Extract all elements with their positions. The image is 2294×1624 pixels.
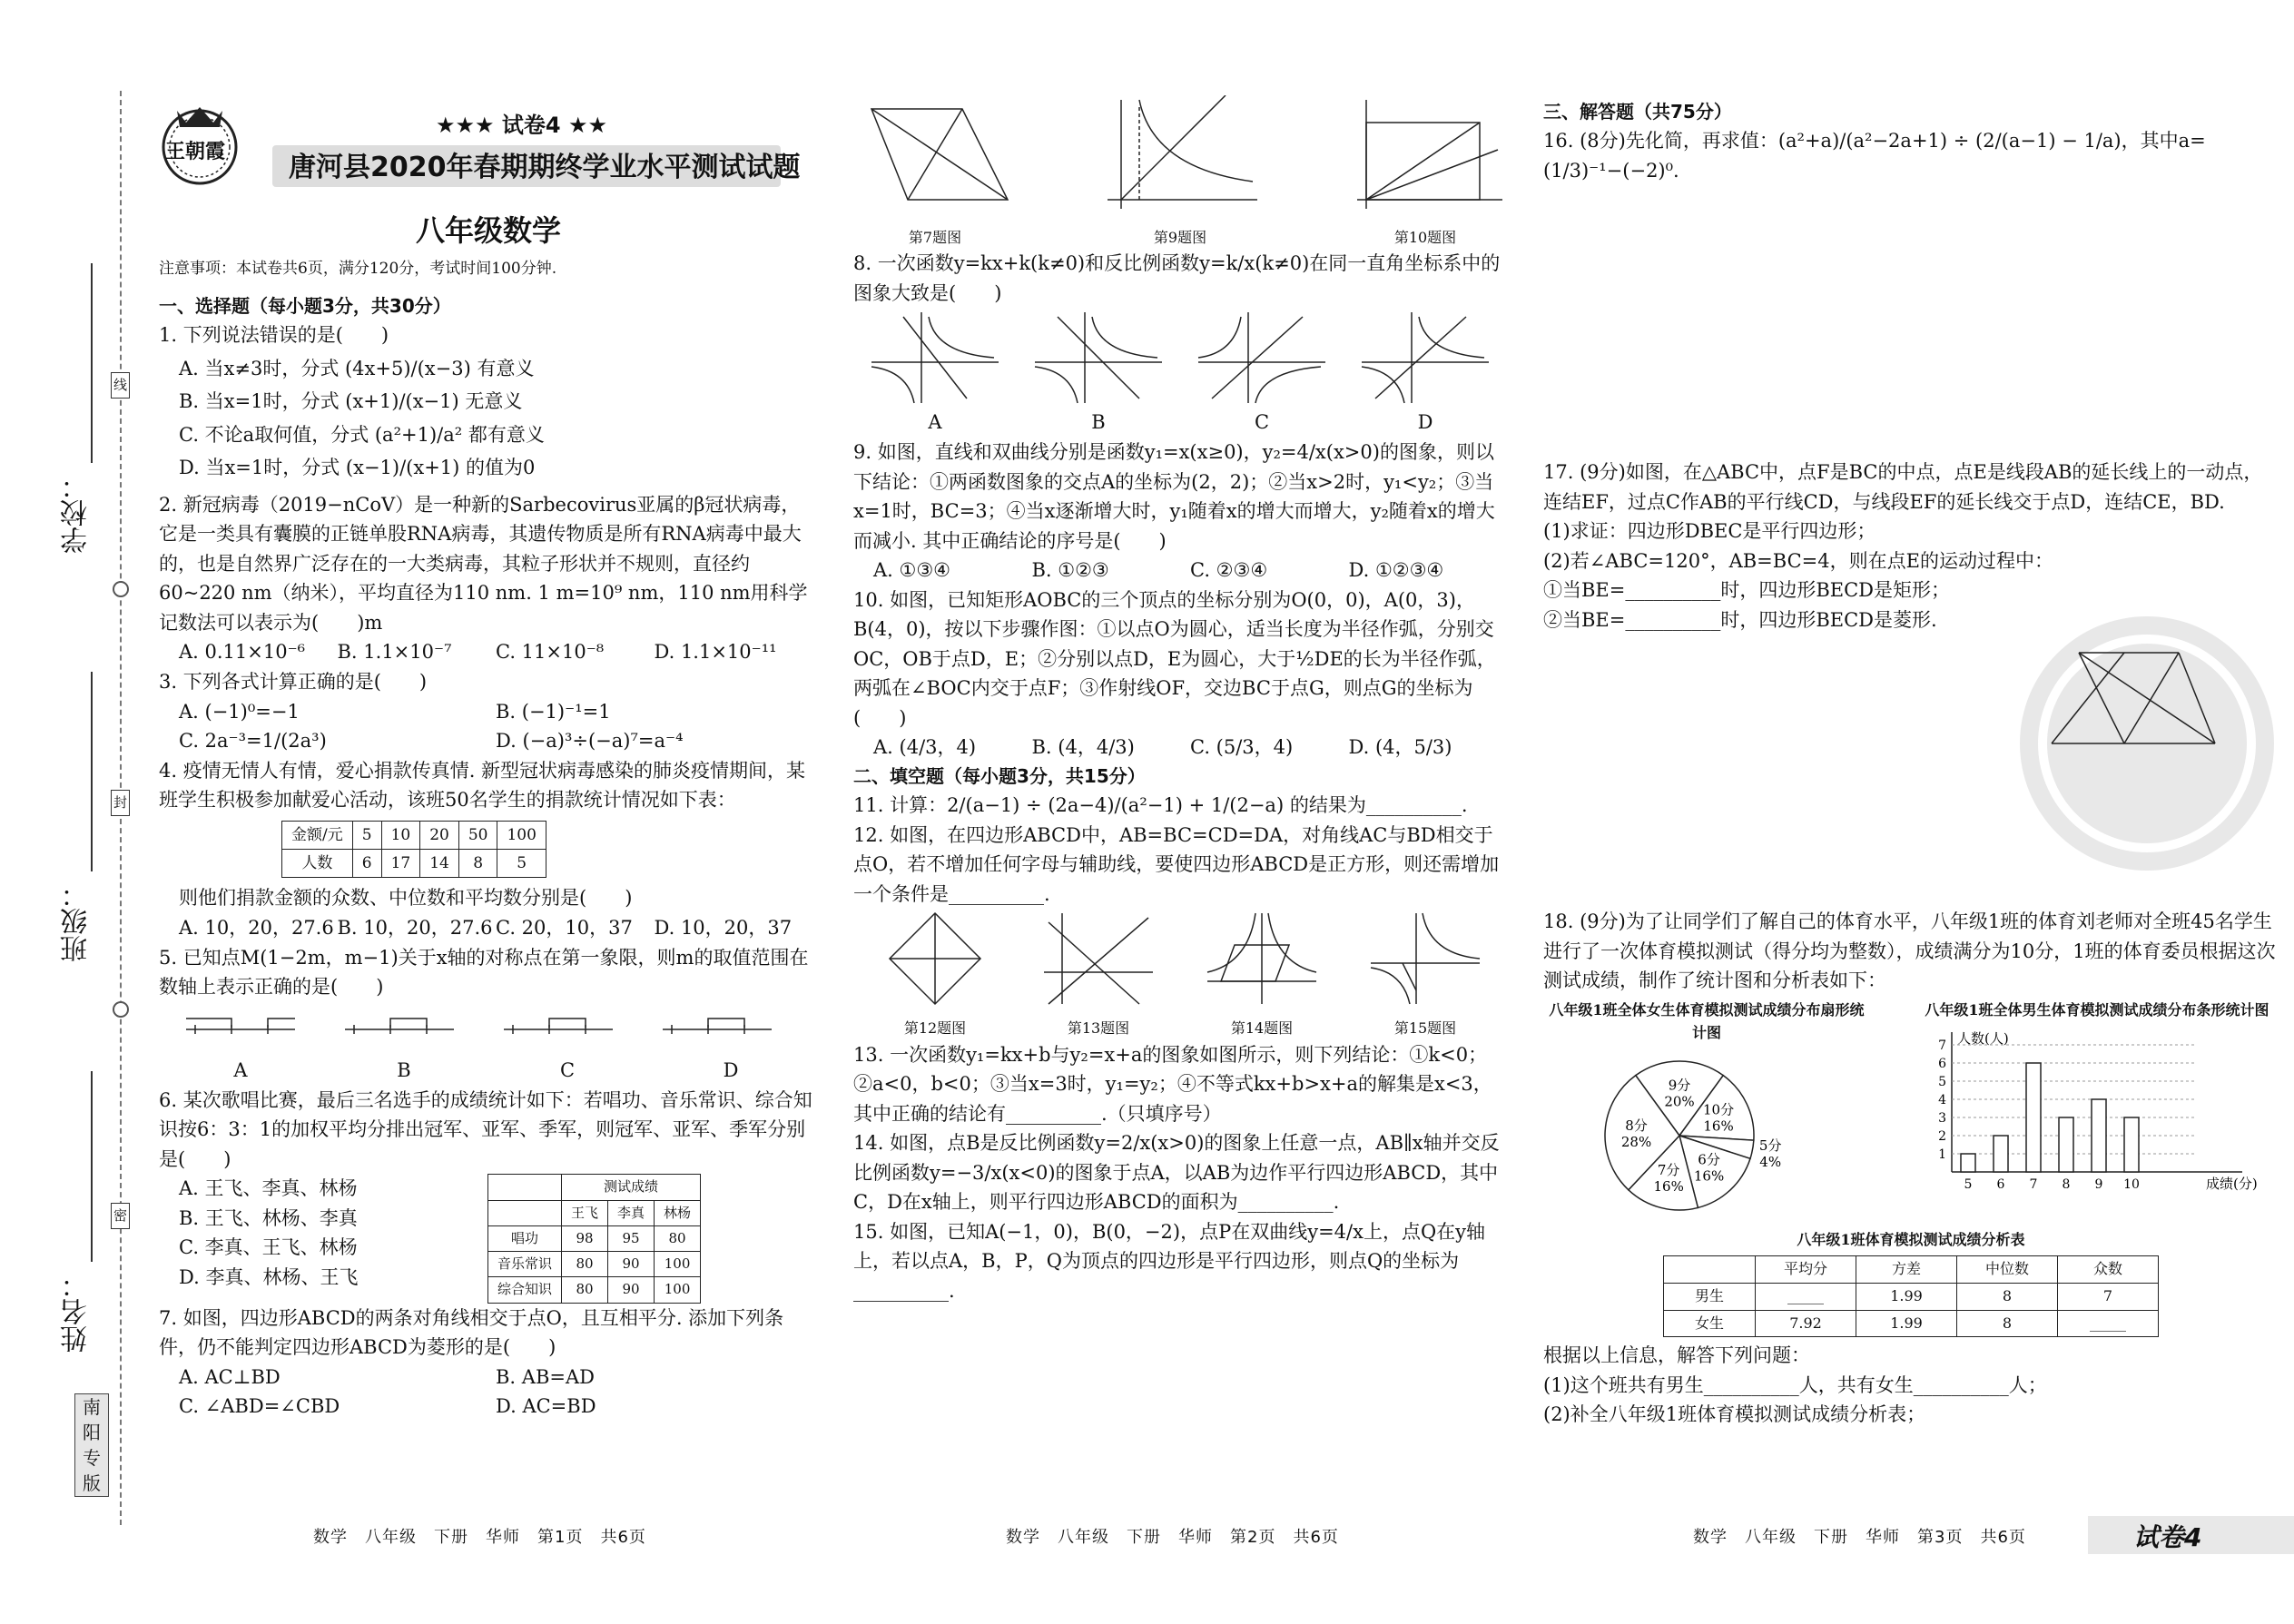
question-10: 10. 如图，已知矩形AOBC的三个顶点的坐标分别为O(0，0)，A(0，3)，B(4，0)，按以下步骤作图：①以点O为圆心，适当长度为半径作弧，分别交OC，OB于点D，E；②分别以点D，E为圆心，大于½DE的长为半径作弧，两弧在∠BOC内交于点F；③作射线OF，交边BC于点G，则点G的坐标为( ): [853, 588, 1496, 729]
column-2: [853, 95, 1507, 1305]
pie-label: 9分: [1668, 1077, 1691, 1094]
q6-cell: 综合知识: [488, 1277, 562, 1303]
figure-17-area: [1543, 635, 2279, 843]
figure-10-drawing: [1344, 95, 1507, 218]
bar-x-tick: 9: [2094, 1176, 2103, 1192]
exam-title: 唐河县2020年春期期终学业水平测试试题: [289, 152, 801, 183]
number-line-c: [504, 1019, 613, 1034]
analysis-cell: 男生: [1664, 1283, 1756, 1310]
class-blank[interactable]: [91, 672, 93, 871]
answer-space-16[interactable]: [1543, 185, 2279, 458]
section-choice: 一、选择题（每小题3分，共30分）: [159, 295, 451, 317]
q5-option[interactable]: B: [397, 1059, 411, 1082]
figure-14: [1203, 909, 1321, 1039]
analysis-table-title: 八年级1班体育模拟测试成绩分析表: [1797, 1231, 2025, 1249]
q4-cell: 人数: [282, 850, 353, 878]
caption-15: 第15题图: [1393, 1019, 1457, 1037]
q2-option[interactable]: D. 1.1×10⁻¹¹: [654, 641, 777, 664]
region-char: 南: [83, 1396, 101, 1418]
analysis-cell: 1.99: [1856, 1310, 1957, 1337]
bar-x-label: 成绩(分): [2206, 1175, 2258, 1192]
bar-x-tick: 8: [2062, 1176, 2071, 1192]
question-7: 7. 如图，四边形ABCD的两条对角线相交于点O，且互相平分. 添加下列条件，仍不能判定四边形ABCD为菱形的是( ): [159, 1306, 784, 1359]
region-char: 版: [83, 1472, 101, 1494]
q7-option[interactable]: A. AC⊥BD: [179, 1365, 281, 1388]
q8-graph-d: [1357, 308, 1493, 408]
analysis-cell: 女生: [1664, 1310, 1756, 1337]
q1-option-b[interactable]: B. 当x=1时，分式 (x+1)/(x−1) 无意义: [179, 390, 523, 413]
bar-y-tick: 5: [1938, 1074, 1946, 1089]
analysis-head: [1664, 1255, 1756, 1283]
q9-option[interactable]: B. ①②③: [1031, 559, 1109, 582]
pie-label: 5分: [1758, 1137, 1782, 1154]
q1-option-a[interactable]: A. 当x≠3时，分式 (4x+5)/(x−3) 有意义: [179, 357, 535, 379]
q8-option[interactable]: B: [1091, 411, 1106, 434]
q1-option-d[interactable]: D. 当x=1时，分式 (x−1)/(x+1) 的值为0: [179, 457, 536, 479]
pie-value: 20%: [1664, 1093, 1695, 1110]
q5-options: [159, 1056, 812, 1086]
q6-body: [159, 1174, 812, 1303]
footer-page-3: 数学 八年级 下册 华师 第3页 共6页: [1693, 1528, 2026, 1547]
figure-15-drawing: [1366, 909, 1484, 1009]
q2-option[interactable]: C. 11×10⁻⁸: [496, 641, 605, 664]
q4-option[interactable]: A. 10，20，27.6: [179, 916, 334, 939]
q8-graph-b: [1030, 308, 1167, 408]
question-2: 2. 新冠病毒（2019−nCoV）是一种新的Sarbecovirus亚属的β冠状病毒，它是一类具有囊膜的正链单股RNA病毒，其遗传物质是所有RNA病毒中最大的，也是自然界广泛存在的一大类病毒，其粒子形状并不规则，直径约60~220 nm（纳米），平均直径为110 nm. 1 m=10⁹ nm，110 nm用科学记数法可以表示为( )m: [159, 493, 808, 634]
question-14: 14. 如图，点B是反比例函数y=2/x(x>0)的图象上任意一点，AB∥x轴并交反比例函数y=−3/x(x<0)的图象于点A，以AB为边作平行四边形ABCD，其中C，D在x轴上，则平行四边形ABCD的面积为__________.: [853, 1132, 1500, 1214]
binding-sidebar: [0, 0, 136, 1624]
q10-option[interactable]: A. (4/3，4): [873, 736, 977, 759]
q4-cell: 100: [497, 821, 546, 849]
q3-option[interactable]: C. 2a⁻³=1/(2a³): [179, 730, 327, 753]
q8-option[interactable]: D: [1417, 411, 1433, 434]
section-fill: 二、填空题（每小题3分，共15分）: [853, 765, 1146, 787]
region-char: 阳: [83, 1422, 101, 1443]
bar: [2059, 1117, 2073, 1172]
question-8: 8. 一次函数y=kx+k(k≠0)和反比例函数y=k/x(k≠0)在同一直角坐标系中的图象大致是( ): [853, 252, 1501, 304]
q3-options: [159, 697, 812, 756]
bar-x-tick: 5: [1964, 1176, 1973, 1192]
figure-15: [1366, 909, 1484, 1039]
bar-y-tick: 4: [1938, 1092, 1946, 1107]
pie-value: 16%: [1653, 1177, 1684, 1195]
q4-cell: 5: [352, 821, 381, 849]
figure-17: [2043, 644, 2224, 762]
caption-14: 第14题图: [1230, 1019, 1294, 1037]
bar-y-tick: 6: [1938, 1056, 1946, 1071]
q6-cell: [488, 1200, 562, 1225]
pie-value: 16%: [1693, 1167, 1725, 1185]
question-15: 15. 如图，已知A(−1，0)，B(0，−2)，点P在双曲线y=4/x上，点Q在y轴上，若以点A，B，P，Q为顶点的四边形是平行四边形，则点Q的坐标为__________.: [853, 1220, 1486, 1302]
q4-option[interactable]: D. 10，20，37: [654, 916, 793, 939]
name-label: 姓名：: [61, 1271, 93, 1353]
q3-option[interactable]: D. (−a)³÷(−a)⁷=a⁻⁴: [496, 730, 684, 753]
question-4: 4. 疫情无情人有情，爱心捐款传真情. 新型冠状病毒感染的肺炎疫情期间，某班学生积极参加献爱心活动，该班50名学生的捐款统计情况如下表：: [159, 759, 806, 812]
bar: [2026, 1063, 2041, 1172]
figure-12: [876, 909, 994, 1039]
q1-option-c[interactable]: C. 不论a取何值，分式 (a²+1)/a² 都有意义: [179, 423, 545, 446]
q7-option[interactable]: C. ∠ABD=∠CBD: [179, 1395, 340, 1418]
caption-9: 第9题图: [1153, 228, 1207, 246]
q6-option[interactable]: A. 王飞、李真、林杨: [179, 1177, 358, 1200]
question-11: 11. 计算：2/(a−1) ÷ (2a−4)/(a²−1) + 1/(2−a) 的结果为__________.: [853, 794, 1468, 816]
subject-title: 八年级数学: [416, 213, 562, 248]
q9-option[interactable]: C. ②③④: [1190, 559, 1268, 582]
q6-cell: 100: [655, 1277, 701, 1303]
q6-cell: 90: [608, 1277, 655, 1303]
footer-page-2: 数学 八年级 下册 华师 第2页 共6页: [1006, 1528, 1339, 1547]
q2-options: [159, 637, 812, 667]
q4-cell: 20: [420, 821, 459, 849]
bar-y-tick: 7: [1938, 1038, 1946, 1053]
figures-7-9-10: [853, 95, 1507, 249]
q6-cell: [488, 1175, 562, 1200]
footer-tag: 试卷4: [2133, 1522, 2202, 1552]
question-1: 1. 下列说法错误的是( ): [159, 324, 389, 346]
bar-y-tick: 1: [1938, 1147, 1946, 1162]
bar: [2124, 1117, 2139, 1172]
q6-option[interactable]: B. 王飞、林杨、李真: [179, 1206, 358, 1229]
analysis-head: 方差: [1856, 1255, 1957, 1283]
figure-13: [1039, 909, 1157, 1039]
bar-y-tick: 3: [1938, 1110, 1946, 1126]
figure-13-drawing: [1039, 909, 1157, 1009]
pie-label: 10分: [1702, 1101, 1735, 1118]
bar-x-tick: 7: [2029, 1176, 2038, 1192]
q10-option[interactable]: C. (5/3，4): [1190, 736, 1294, 759]
figure-9-drawing: [1098, 95, 1262, 218]
question-6: 6. 某次歌唱比赛，最后三名选手的成绩统计如下：若唱功、音乐常识、综合知识按6：3：1的加权平均分排出冠军、亚军、季军，则冠军、亚军、季军分别是( ): [159, 1088, 812, 1170]
q9-options: [853, 556, 1507, 586]
q7-options: [159, 1363, 812, 1422]
school-blank[interactable]: [91, 263, 93, 463]
q4-cell: 5: [497, 850, 546, 878]
q4-cell: 金额/元: [282, 821, 353, 849]
caption-7: 第7题图: [908, 228, 962, 246]
analysis-cell: 8: [1957, 1310, 2058, 1337]
pie-value: 16%: [1703, 1117, 1734, 1135]
q10-option[interactable]: B. (4，4/3): [1031, 736, 1135, 759]
q18-part-2: (2)补全八年级1班体育模拟测试成绩分析表；: [1543, 1403, 1926, 1426]
q5-option[interactable]: C: [559, 1059, 576, 1082]
q8-graph-a: [867, 308, 1003, 408]
bar-y-tick: 2: [1938, 1128, 1946, 1144]
analysis-cell: 7: [2058, 1283, 2159, 1310]
q9-option[interactable]: D. ①②③④: [1348, 559, 1444, 582]
question-9: 9. 如图，直线和双曲线分别是函数y₁=x(x≥0)，y₂=4/x(x>0)的图象，则以下结论：①两函数图象的交点A的坐标为(2，2)；②当x>2时，y₁<y₂；③当x=1时，BC=3；④当x逐渐增大时，y₁随着x的增大而增大，y₂随着x的增大而减小. 其中正确结论的序号是( ): [853, 440, 1495, 552]
q3-option[interactable]: A. (−1)⁰=−1: [179, 700, 300, 723]
figure-9: [1098, 95, 1262, 249]
q6-cell: 90: [608, 1252, 655, 1277]
q5-option[interactable]: A: [233, 1059, 248, 1082]
pie-label: 6分: [1698, 1151, 1720, 1168]
q4-cell: 17: [381, 850, 420, 878]
bar: [2092, 1099, 2106, 1172]
q6-table: [487, 1174, 701, 1303]
q17-part-2a: ①当BE=__________时，四边形BECD是矩形；: [1543, 579, 1951, 602]
school-label: 学校：: [61, 472, 93, 554]
q4-cell: 6: [352, 850, 381, 878]
q8-options: [853, 408, 1507, 438]
q6-cell: 音乐常识: [488, 1252, 562, 1277]
pie-chart: [1543, 1045, 1870, 1217]
analysis-blank[interactable]: _____: [2058, 1310, 2159, 1337]
q2-option[interactable]: A. 0.11×10⁻⁶: [179, 641, 306, 664]
figure-7: [853, 95, 1017, 249]
q6-options: [159, 1174, 487, 1303]
bar-chart-block: [1915, 999, 2279, 1225]
pie-chart-block: [1543, 999, 1870, 1225]
q6-cell: 95: [608, 1225, 655, 1251]
q4-option[interactable]: B. 10，20，27.6: [337, 916, 493, 939]
analysis-cell: 1.99: [1856, 1283, 1957, 1310]
name-blank[interactable]: [91, 1071, 93, 1262]
analysis-head: 中位数: [1957, 1255, 2058, 1283]
caption-12: 第12题图: [903, 1019, 967, 1037]
q6-cell: 测试成绩: [562, 1175, 701, 1200]
q4-cell: 14: [420, 850, 459, 878]
bar-x-tick: 6: [1996, 1176, 2005, 1192]
q8-graph-c: [1194, 308, 1330, 408]
q4-table: [281, 821, 546, 879]
seal-circle-1: [113, 581, 129, 597]
analysis-cell: 7.92: [1756, 1310, 1856, 1337]
seal-char-line: 线: [111, 372, 130, 399]
q3-option[interactable]: B. (−1)⁻¹=1: [496, 700, 611, 723]
q18-part-1: (1)这个班共有男生__________人，共有女生__________人；: [1543, 1373, 2047, 1396]
q8-option[interactable]: A: [928, 411, 942, 434]
question-13: 13. 一次函数y₁=kx+b与y₂=x+a的图象如图所示，则下列结论：①k<0；②a<0，b<0；③当x=3时，y₁=y₂；④不等式kx+b>x+a的解集是x<3，其中正确的结论有__________.（只填序号）: [853, 1043, 1492, 1125]
q4-options: [159, 913, 812, 943]
q7-option[interactable]: B. AB=AD: [496, 1365, 595, 1388]
q18-intro: 根据以上信息，解答下列问题：: [1543, 1344, 1810, 1367]
pie-label: 7分: [1657, 1161, 1680, 1178]
question-17: 17. (9分)如图，在△ABC中，点F是BC的中点，点E是线段AB的延长线上的一动点，连结EF，过点C作AB的平行线CD，与线段EF的延长线交于点D，连结CE，BD.: [1543, 461, 2263, 513]
analysis-head: 众数: [2058, 1255, 2159, 1283]
seal-char-mi: 密: [111, 1203, 130, 1229]
pie-label: 8分: [1625, 1117, 1648, 1134]
q4-cell: 8: [458, 850, 497, 878]
pie-value: 28%: [1620, 1133, 1652, 1150]
analysis-head: 平均分: [1756, 1255, 1856, 1283]
q6-cell: 80: [562, 1277, 608, 1303]
q17-part-1: (1)求证：四边形DBEC是平行四边形；: [1543, 520, 1876, 543]
question-18: 18. (9分)为了让同学们了解自己的体育水平，八年级1班的体育刘老师对全班45名学生进行了一次体育模拟测试（得分均为整数），成绩满分为10分，1班的体育委员根据这次测试成绩，制作了统计图和分析表如下：: [1543, 910, 2276, 992]
q8-graphs: [853, 308, 1507, 408]
logo: [154, 100, 245, 191]
exam-badge: ★★★ 试卷4 ★★: [436, 113, 607, 138]
column-1: [159, 292, 812, 1422]
q17-part-2b: ②当BE=__________时，四边形BECD是菱形.: [1543, 608, 1937, 631]
q6-option[interactable]: C. 李真、王飞、林杨: [179, 1236, 358, 1259]
q4-cell: 10: [381, 821, 420, 849]
bar-y-label: 人数(人): [1957, 1029, 2009, 1047]
figure-14-drawing: [1203, 909, 1321, 1009]
q6-option[interactable]: D. 李真、林杨、王飞: [179, 1266, 359, 1288]
pie-title: 八年级1班全体女生体育模拟测试成绩分布扇形统计图: [1549, 1001, 1865, 1041]
q8-option[interactable]: C: [1254, 411, 1270, 434]
caption-10: 第10题图: [1393, 228, 1457, 246]
question-4b: 则他们捐款金额的众数、中位数和平均数分别是( ): [179, 887, 633, 910]
q6-cell: 唱功: [488, 1225, 562, 1251]
bar-title: 八年级1班全体男生体育模拟测试成绩分布条形统计图: [1925, 1001, 2269, 1019]
figure-7-drawing: [853, 95, 1017, 218]
analysis-blank[interactable]: _____: [1756, 1283, 1856, 1310]
region-badge: [74, 1393, 109, 1497]
q6-cell: 98: [562, 1225, 608, 1251]
number-line-b: [345, 1019, 454, 1034]
figure-12-drawing: [876, 909, 994, 1009]
q6-cell: 林杨: [655, 1200, 701, 1225]
question-3: 3. 下列各式计算正确的是( ): [159, 671, 428, 694]
seal-circle-2: [113, 1001, 129, 1018]
column-3: [1543, 98, 2279, 1430]
number-line-d: [663, 1019, 772, 1034]
q5-option[interactable]: D: [723, 1059, 739, 1082]
q6-cell: 80: [562, 1252, 608, 1277]
bar-chart: [1915, 1022, 2279, 1195]
q10-option[interactable]: D. (4，5/3): [1348, 736, 1452, 759]
q6-cell: 李真: [608, 1200, 655, 1225]
caption-13: 第13题图: [1067, 1019, 1130, 1037]
q6-cell: 王飞: [562, 1200, 608, 1225]
bar-x-tick: 10: [2123, 1176, 2140, 1192]
bar: [1994, 1136, 2008, 1172]
region-char: 专: [83, 1447, 101, 1469]
question-12: 12. 如图，在四边形ABCD中，AB=BC=CD=DA，对角线AC与BD相交于点O，若不增加任何字母与辅助线，要使四边形ABCD是正方形，则还需增加一个条件是__________.: [853, 823, 1500, 905]
q4-option[interactable]: C. 20，10，37: [496, 916, 633, 939]
q5-number-lines: [159, 1002, 794, 1057]
q10-options: [853, 733, 1507, 763]
footer-page-1: 数学 八年级 下册 华师 第1页 共6页: [313, 1528, 646, 1547]
q4-cell: 50: [458, 821, 497, 849]
question-16: 16. (8分)先化简，再求值：(a²+a)/(a²−2a+1) ÷ (2/(a−1) − 1/a)，其中a=(1/3)⁻¹−(−2)⁰.: [1543, 130, 2206, 182]
analysis-cell: 8: [1957, 1283, 2058, 1310]
q17-part-2: (2)若∠ABC=120°，AB=BC=4，则在点E的运动过程中：: [1543, 549, 2053, 572]
q2-option[interactable]: B. 1.1×10⁻⁷: [337, 641, 452, 664]
figures-12-15: [853, 909, 1507, 1039]
q6-cell: 80: [655, 1225, 701, 1251]
logo-text: 王朝霞: [165, 140, 226, 163]
q6-cell: 100: [655, 1252, 701, 1277]
notice: 注意事项：本试卷共6页，满分120分，考试时间100分钟.: [159, 260, 557, 278]
seal-char-feng: 封: [111, 790, 130, 816]
question-5: 5. 已知点M(1−2m，m−1)关于x轴的对称点在第一象限，则m的取值范围在数轴上表示正确的是( ): [159, 946, 809, 999]
number-line-a: [186, 1019, 295, 1034]
bar: [1961, 1154, 1975, 1172]
section-answer: 三、解答题（共75分）: [1543, 101, 1732, 123]
class-label: 班级：: [61, 881, 93, 962]
q9-option[interactable]: A. ①③④: [873, 559, 950, 582]
analysis-table: [1663, 1255, 2159, 1337]
pie-value: 4%: [1759, 1153, 1782, 1170]
q7-option[interactable]: D. AC=BD: [496, 1395, 596, 1418]
figure-10: [1344, 95, 1507, 249]
q18-charts: [1543, 999, 2279, 1225]
